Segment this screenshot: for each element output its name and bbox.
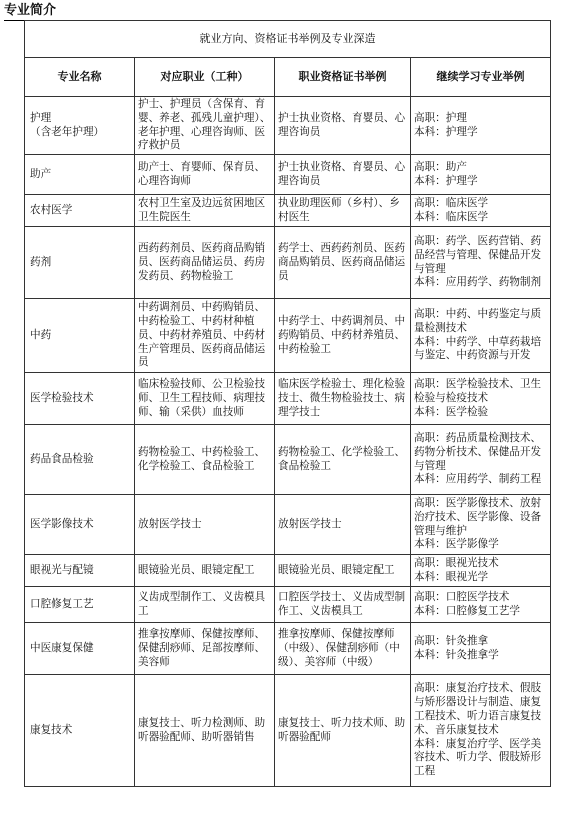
cell-further: 高职：助产 本科：护理学 <box>411 155 551 195</box>
cell-further: 高职：医学检验技术、卫生检验与检疫技术 本科：医学检验 <box>411 373 551 425</box>
table-row <box>25 227 551 299</box>
cell-further: 高职：康复治疗技术、假肢与矫形器设计与制造、康复工程技术、听力语言康复技术、音乐康复技术 本科：康复治疗学、医学美容技术、听力学、假肢矫形工程 <box>411 675 551 787</box>
cell-jobs: 眼镜验光员、眼镜定配工 <box>135 555 275 587</box>
table-row <box>25 623 551 675</box>
table-header-row <box>25 58 551 97</box>
cell-jobs: 助产士、育婴师、保育员、心理咨询师 <box>135 155 275 195</box>
cell-further: 高职：药品质量检测技术、药物分析技术、保健品开发与管理 本科：应用药学、制药工程 <box>411 425 551 495</box>
cell-jobs: 推拿按摩师、保健按摩师、保健刮痧师、足部按摩师、美容师 <box>135 623 275 675</box>
cell-further: 高职：药学、医药营销、药品经营与管理、保健品开发与管理 本科：应用药学、药物制剂 <box>411 227 551 299</box>
table-row <box>25 555 551 587</box>
cell-jobs: 药物检验工、中药检验工、化学检验工、食品检验工 <box>135 425 275 495</box>
cell-major: 助产 <box>25 155 135 195</box>
cell-major: 医学影像技术 <box>25 495 135 555</box>
table-row <box>25 299 551 373</box>
cell-certs: 护士执业资格、育婴员、心理咨询员 <box>275 97 411 155</box>
table-row <box>25 195 551 227</box>
header-certs: 职业资格证书举例 <box>275 58 411 97</box>
cell-jobs: 临床检验技师、公卫检验技师、卫生工程技师、病理技师、输（采供）血技师 <box>135 373 275 425</box>
cell-certs: 康复技士、听力技术师、助听器验配师 <box>275 675 411 787</box>
cell-major: 口腔修复工艺 <box>25 587 135 623</box>
cell-certs: 中药学士、中药调剂员、中药购销员、中药材养殖员、中药检验工 <box>275 299 411 373</box>
cell-major: 中药 <box>25 299 135 373</box>
major-intro-table <box>24 20 551 787</box>
cell-major: 中医康复保健 <box>25 623 135 675</box>
cell-jobs: 护士、护理员（含保育、育婴、养老、孤残儿童护理）、老年护理、心理咨询师、医疗救护员 <box>135 97 275 155</box>
table-row <box>25 97 551 155</box>
cell-further: 高职：中药、中药鉴定与质量检测技术 本科：中药学、中草药栽培与鉴定、中药资源与开发 <box>411 299 551 373</box>
cell-jobs: 康复技士、听力检测师、助听器验配师、助听器销售 <box>135 675 275 787</box>
cell-major: 康复技术 <box>25 675 135 787</box>
cell-major: 护理 （含老年护理） <box>25 97 135 155</box>
table-row <box>25 155 551 195</box>
cell-major: 药品食品检验 <box>25 425 135 495</box>
table-row <box>25 373 551 425</box>
table-row <box>25 425 551 495</box>
table-body <box>25 21 551 787</box>
cell-major: 药剂 <box>25 227 135 299</box>
cell-certs: 药物检验工、化学检验工、食品检验工 <box>275 425 411 495</box>
cell-further: 高职：口腔医学技术 本科：口腔修复工艺学 <box>411 587 551 623</box>
cell-further: 高职：眼视光技术 本科：眼视光学 <box>411 555 551 587</box>
cell-further: 高职：医学影像技术、放射治疗技术、医学影像、设备管理与维护 本科：医学影像学 <box>411 495 551 555</box>
cell-certs: 药学士、西药药剂员、医药商品购销员、医药商品储运员 <box>275 227 411 299</box>
cell-further: 高职：护理 本科：护理学 <box>411 97 551 155</box>
table-caption-row <box>25 21 551 58</box>
cell-certs: 临床医学检验士、理化检验技士、微生物检验技士、病理学技士 <box>275 373 411 425</box>
table-caption: 就业方向、资格证书举例及专业深造 <box>25 21 551 58</box>
cell-jobs: 放射医学技士 <box>135 495 275 555</box>
header-jobs: 对应职业（工种） <box>135 58 275 97</box>
cell-certs: 口腔医学技士、义齿成型制作工、义齿模具工 <box>275 587 411 623</box>
cell-certs: 放射医学技士 <box>275 495 411 555</box>
section-title: 专业简介 <box>4 2 550 21</box>
cell-major: 农村医学 <box>25 195 135 227</box>
cell-certs: 眼镜验光员、眼镜定配工 <box>275 555 411 587</box>
cell-jobs: 义齿成型制作工、义齿模具工 <box>135 587 275 623</box>
cell-certs: 推拿按摩师、保健按摩师（中级）、保健刮痧师（中级）、美容师（中级） <box>275 623 411 675</box>
cell-certs: 执业助理医师（乡村）、乡村医生 <box>275 195 411 227</box>
header-major: 专业名称 <box>25 58 135 97</box>
cell-jobs: 农村卫生室及边远贫困地区卫生院医生 <box>135 195 275 227</box>
cell-further: 高职：针灸推拿 本科：针灸推拿学 <box>411 623 551 675</box>
table-row <box>25 495 551 555</box>
header-further: 继续学习专业举例 <box>411 58 551 97</box>
cell-major: 医学检验技术 <box>25 373 135 425</box>
table-row <box>25 587 551 623</box>
cell-jobs: 西药药剂员、医药商品购销员、医药商品储运员、药房发药员、药物检验工 <box>135 227 275 299</box>
cell-jobs: 中药调剂员、中药购销员、中药检验工、中药材种植员、中药材养殖员、中药材生产管理员、医药商品储运员 <box>135 299 275 373</box>
cell-major: 眼视光与配镜 <box>25 555 135 587</box>
table-row <box>25 675 551 787</box>
cell-certs: 护士执业资格、育婴员、心理咨询员 <box>275 155 411 195</box>
cell-further: 高职：临床医学 本科：临床医学 <box>411 195 551 227</box>
